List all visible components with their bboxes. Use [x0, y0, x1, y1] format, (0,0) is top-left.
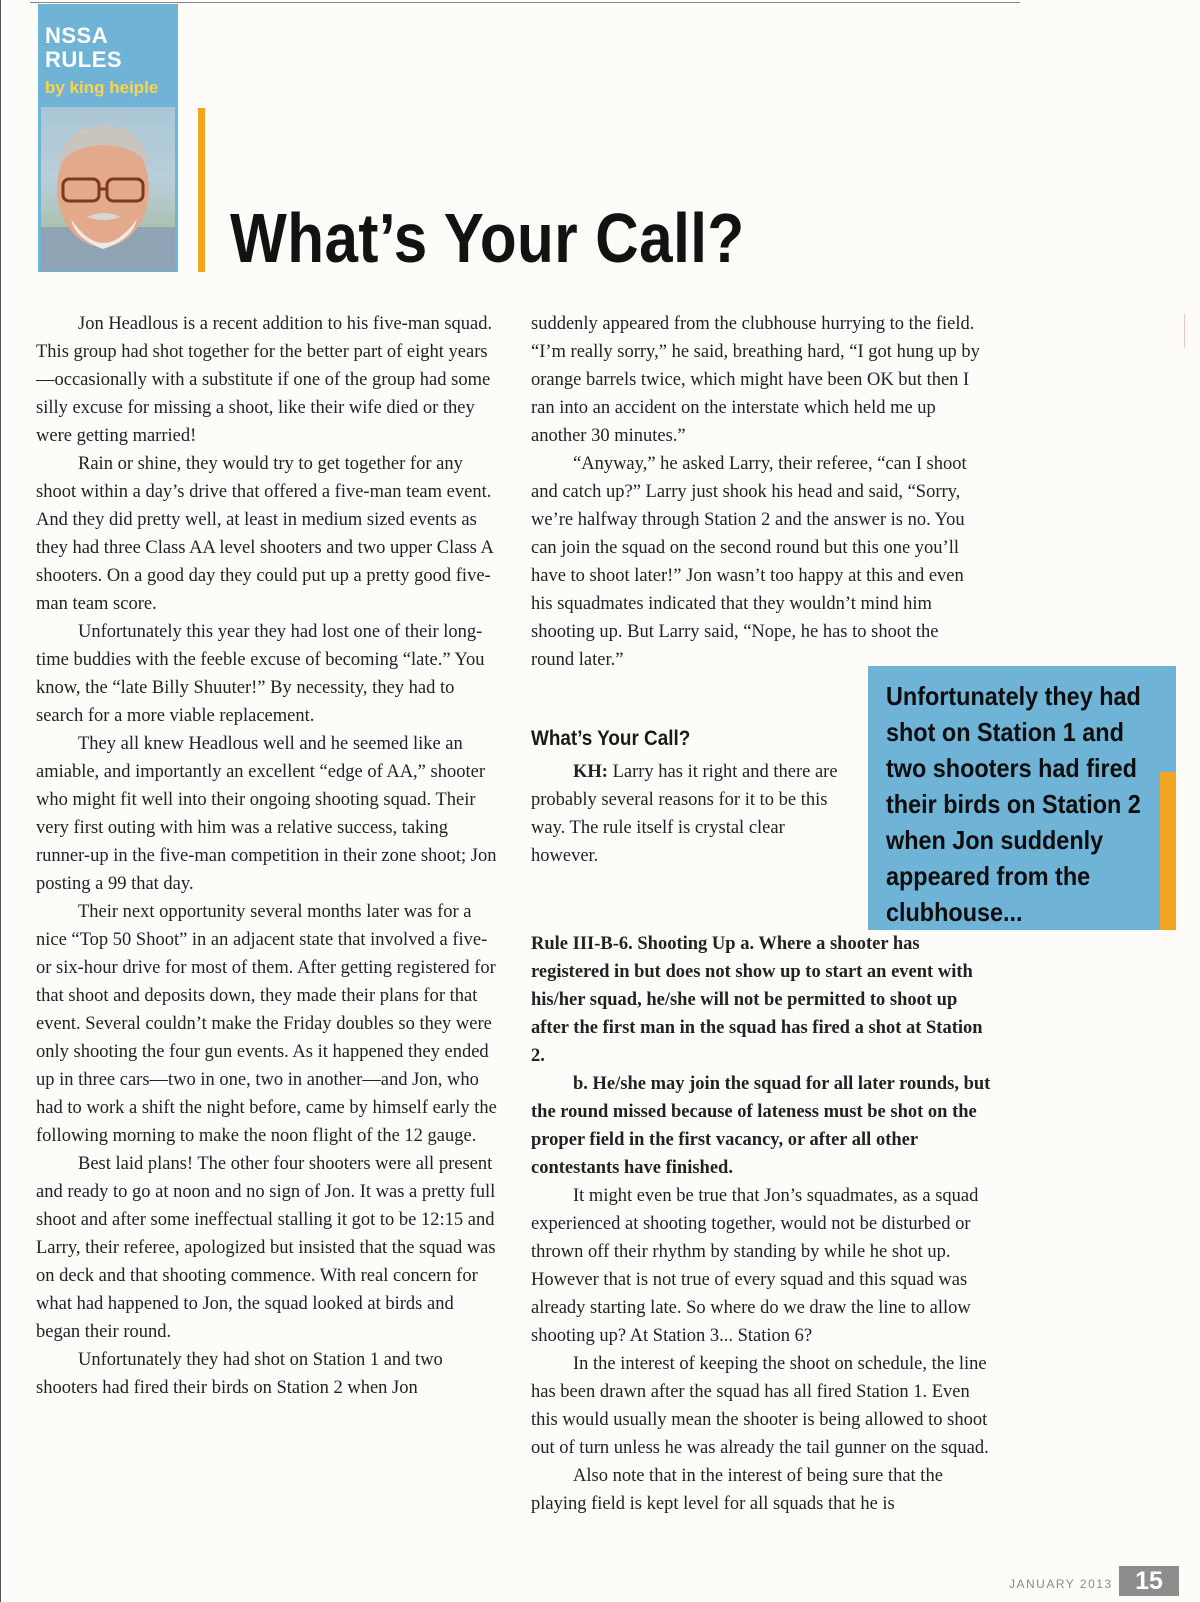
- issue-date: JANUARY 2013: [1009, 1577, 1113, 1591]
- right-column-answer: [531, 726, 841, 870]
- paragraph: suddenly appeared from the clubhouse hurrying to the field. “I’m really sorry,” he said, breathing hard, “I got hung up by orange barrels twice, which might have been OK but then I ran into an accident on the interstate which held me up another 30 minutes.”: [531, 314, 980, 446]
- paragraph: They all knew Headlous well and he seemed like an amiable, and importantly an excellent “edge of AA,” shooter who might fit well into their ongoing shooting squad. Their very first outing with him was a relative success, taking runner-up in the five-man competition in their zone shoot; Jon posting a 99 that day.: [36, 734, 497, 894]
- page-edge-line: [0, 0, 1, 1602]
- right-column-top: [531, 310, 993, 674]
- author-portrait: [41, 107, 175, 271]
- top-rule: [30, 2, 1020, 3]
- page-number: 15: [1119, 1566, 1179, 1596]
- pull-quote: [868, 666, 1176, 930]
- pull-quote-accent-bar: [1160, 772, 1176, 930]
- section-heading: What’s Your Call?: [531, 727, 691, 750]
- right-column-bottom: [531, 934, 993, 1518]
- kh-label: KH:: [573, 762, 608, 782]
- answer-paragraph: [531, 758, 841, 870]
- title-accent-bar: [198, 108, 205, 272]
- paragraph: Also note that in the interest of being sure that the playing field is kept level for all squads that he is: [531, 1466, 943, 1514]
- edge-mark: [1184, 313, 1190, 349]
- kh-text: Larry has it right and there are probably several reasons for it to be this way. The rule itself is crystal clear however.: [531, 762, 838, 866]
- paragraph: Jon Headlous is a recent addition to his five-man squad. This group had shot together for the better part of eight years—occasionally with a substitute if one of the group had some silly excuse for missing a shoot, like their wife died or they were getting married!: [36, 314, 493, 446]
- byline: by king heiple: [45, 78, 159, 97]
- paragraph: Unfortunately this year they had lost one of their long-time buddies with the feeble excuse of becoming “late.” You know, the “late Billy Shuuter!” By necessity, they had to search for a more viable replacement.: [36, 622, 485, 726]
- paragraph: Rain or shine, they would try to get together for any shoot within a day’s drive that offered a five-man team event. And they did pretty well, at least in medium sized events as they had three Class AA level shooters and two upper Class A shooters. On a good day they could put up a pretty good five-man team score.: [36, 454, 493, 614]
- column-tag: [38, 4, 178, 272]
- rule-a: Rule III-B-6. Shooting Up a. Where a shooter has registered in but does not show up to start an event with his/her squad, he/she will not be permitted to shoot up after the first man in the squad has fired a shot at Station 2.: [531, 934, 983, 1066]
- left-column: [36, 310, 498, 1402]
- column-name-line2: RULES: [45, 47, 123, 72]
- paragraph: Unfortunately they had shot on Station 1 and two shooters had fired their birds on Station 2 when Jon: [36, 1350, 443, 1398]
- paragraph: “Anyway,” he asked Larry, their referee, “can I shoot and catch up?” Larry just shook his head and said, “Sorry, we’re halfway through Station 2 and the answer is no. You can join the squad on the second round but this one you’ll have to shoot later!” Jon wasn’t too happy at this and even his squadmates indicated that they wouldn’t mind him shooting up. But Larry said, “Nope, he has to shoot the round later.”: [531, 454, 967, 670]
- paragraph: Best laid plans! The other four shooters were all present and ready to go at noon and no sign of Jon. It was a pretty full shoot and after some ineffectual stalling it got to be 12:15 and Larry, their referee, apologized but insisted that the squad was on deck and that shooting commence. With real concern for what had happened to Jon, the squad looked at birds and began their round.: [36, 1154, 496, 1342]
- column-name-line1: NSSA: [45, 23, 109, 48]
- page-title: What’s Your Call?: [230, 199, 745, 277]
- paragraph: Their next opportunity several months later was for a nice “Top 50 Shoot” in an adjacent state that involved a five- or six-hour drive for most of them. After getting registered for that shoot and deposits down, they made their plans for that event. Several couldn’t make the Friday doubles so they were only shooting the four gun events. As it happened they ended up in three cars—two in one, two in another—and Jon, who had to work a shift the night before, came by himself early the following morning to make the noon flight of the 12 gauge.: [36, 902, 497, 1146]
- paragraph: In the interest of keeping the shoot on schedule, the line has been drawn after the squad has all fired Station 1. Even this would usually mean the shooter is being allowed to shoot out of turn unless he was already the tail gunner on the squad.: [531, 1354, 989, 1458]
- paragraph: It might even be true that Jon’s squadmates, as a squad experienced at shooting together, would not be disturbed or thrown off their rhythm by standing by while he shot up. However that is not true of every squad and this squad was already starting late. So where do we draw the line to allow shooting up? At Station 3... Station 6?: [531, 1186, 979, 1346]
- pull-quote-text: Unfortunately they had shot on Station 1 and two shooters had fired their birds on Station 2 when Jon suddenly appeared from the clubhouse...: [886, 681, 1141, 927]
- rule-b: b. He/she may join the squad for all later rounds, but the round missed because of lateness must be shot on the proper field in the first vacancy, or after all other contestants have finished.: [531, 1074, 991, 1178]
- author-portrait-illustration: [41, 107, 175, 271]
